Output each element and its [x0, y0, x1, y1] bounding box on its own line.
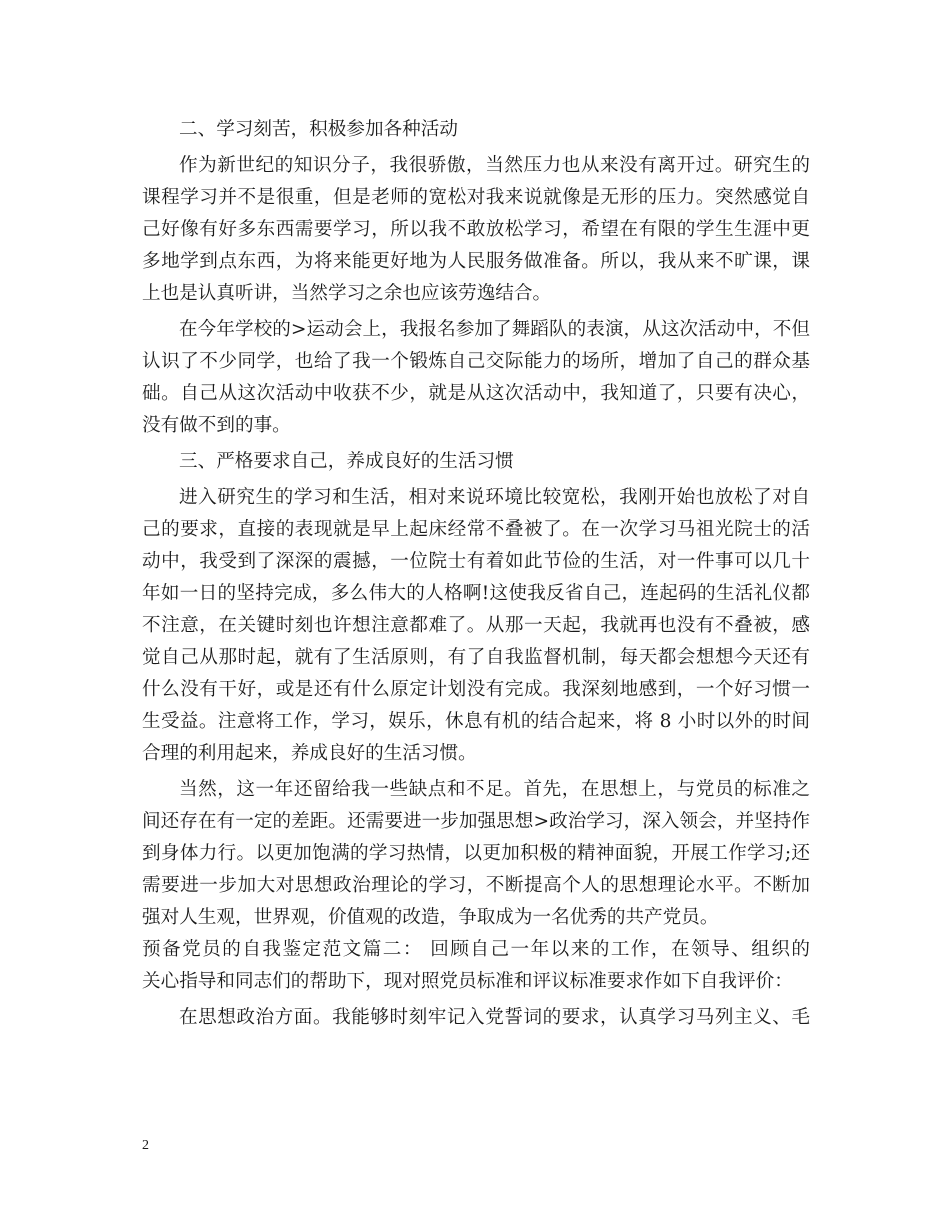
- paragraph-line: 需要进一步加大对思想政治理论的学习，不断提高个人的思想理论水平。不断加: [142, 875, 810, 896]
- paragraph-line: 到身体力行。以更加饱满的学习热情，以更加积极的精神面貌，开展工作学习;还: [142, 843, 810, 864]
- paragraph-line: 认识了不少同学，也给了我一个锻炼自己交际能力的场所，增加了自己的群众基: [142, 351, 810, 372]
- paragraph-line: 础。自己从这次活动中收获不少，就是从这次活动中，我知道了，只要有决心，: [142, 383, 810, 404]
- paragraph-line: 生受益。注意将工作，学习，娱乐，休息有机的结合起来，将 8 小时以外的时间: [142, 711, 810, 732]
- paragraph-line: 课程学习并不是很重，但是老师的宽松对我来说就像是无形的压力。突然感觉自: [142, 187, 810, 208]
- paragraph-line: 多地学到点东西，为将来能更好地为人民服务做准备。所以，我从来不旷课，课: [142, 251, 810, 272]
- paragraph-line: 觉自己从那时起，就有了生活原则，有了自我监督机制，每天都会想想今天还有: [142, 647, 810, 668]
- section-heading-study: 二、学习刻苦，积极参加各种活动: [179, 119, 458, 140]
- paragraph-line: 上也是认真听讲，当然学习之余也应该劳逸结合。: [142, 283, 552, 304]
- paragraph-line: 什么没有干好，或是还有什么原定计划没有完成。我深刻地感到，一个好习惯一: [142, 679, 810, 700]
- paragraph-line: 关心指导和同志们的帮助下，现对照党员标准和评议标准要求作如下自我评价：: [142, 971, 793, 992]
- article-title-line: 预备党员的自我鉴定范文篇二： 回顾自己一年以来的工作，在领导、组织的: [142, 939, 810, 960]
- paragraph-line: 在今年学校的>运动会上，我报名参加了舞蹈队的表演，从这次活动中，不但: [179, 319, 810, 340]
- paragraph-line: 动中，我受到了深深的震撼，一位院士有着如此节俭的生活，对一件事可以几十: [142, 551, 810, 572]
- paragraph-line: 年如一日的坚持完成，多么伟大的人格啊!这使我反省自己，连起码的生活礼仪都: [142, 583, 810, 604]
- paragraph-line: 合理的利用起来，养成良好的生活习惯。: [142, 743, 477, 764]
- document-body: [142, 114, 810, 1034]
- page-number: 2: [142, 1138, 149, 1153]
- paragraph-line: 己好像有好多东西需要学习，所以我不敢放松学习，希望在有限的学生生涯中更: [142, 219, 810, 240]
- paragraph-line: 不注意，在关键时刻也许想注意都难了。从那一天起，我就再也没有不叠被，感: [142, 615, 810, 636]
- paragraph-line: 没有做不到的事。: [142, 415, 291, 436]
- paragraph-line: 作为新世纪的知识分子，我很骄傲，当然压力也从来没有离开过。研究生的: [179, 155, 810, 176]
- paragraph-line: 当然，这一年还留给我一些缺点和不足。首先，在思想上，与党员的标准之: [179, 779, 810, 800]
- section-heading-habits: 三、严格要求自己，养成良好的生活习惯: [179, 451, 514, 472]
- paragraph-line: 间还存在有一定的差距。还需要进一步加强思想>政治学习，深入领会，并坚持作: [142, 811, 810, 832]
- paragraph-line: 在思想政治方面。我能够时刻牢记入党誓词的要求，认真学习马列主义、毛: [179, 1007, 810, 1028]
- paragraph-line: 强对人生观，世界观，价值观的改造，争取成为一名优秀的共产党员。: [142, 907, 719, 928]
- paragraph-line: 己的要求，直接的表现就是早上起床经常不叠被了。在一次学习马祖光院士的活: [142, 519, 810, 540]
- paragraph-line: 进入研究生的学习和生活，相对来说环境比较宽松，我刚开始也放松了对自: [179, 487, 810, 508]
